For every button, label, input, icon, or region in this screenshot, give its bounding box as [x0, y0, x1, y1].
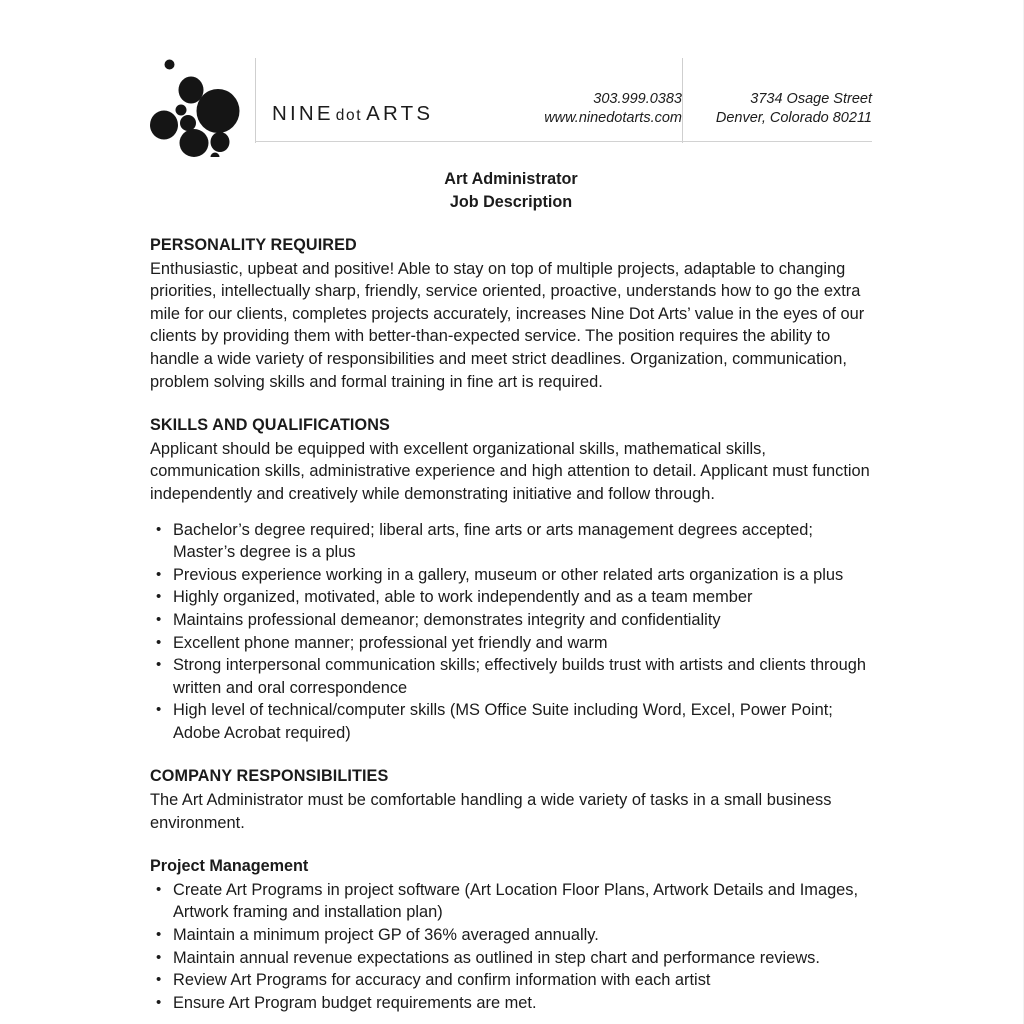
list-item: • Excellent phone manner; professional yet friendly and warm [150, 632, 872, 655]
section-heading: PERSONALITY REQUIRED [150, 236, 357, 254]
wordmark-nine: NINE [272, 102, 334, 125]
website-url: www.ninedotarts.com [544, 110, 682, 126]
wordmark-arts: ARTS [366, 102, 434, 125]
document-body [150, 168, 872, 1014]
wordmark-dot: dot [335, 107, 363, 124]
list-item: • Previous experience working in a gallery, museum or other related arts organization is a plus [150, 564, 872, 587]
section-company-responsibilities [150, 765, 872, 834]
letterhead-divider-left [255, 58, 256, 143]
nine-dot-arts-logo-icon [150, 52, 250, 157]
list-item: • High level of technical/computer skills (MS Office Suite including Word, Excel, Power Point; Adobe Acrobat required) [150, 699, 872, 744]
phone-number: 303.999.0383 [593, 91, 682, 107]
job-subtitle: Job Description [449, 192, 573, 211]
section-heading: SKILLS AND QUALIFICATIONS [150, 416, 390, 435]
list-item: • Highly organized, motivated, able to work independently and as a team member [150, 586, 872, 609]
letterhead [150, 48, 872, 144]
list-item: • Create Art Programs in project software (Art Location Floor Plans, Artwork Details and Images, Artwork framing and installation plan) [150, 879, 872, 924]
list-item: • Ensure Art Program budget requirements are met. [150, 992, 872, 1015]
contact-address [706, 90, 872, 128]
job-title: Art Administrator [444, 170, 578, 188]
list-item: • Maintain a minimum project GP of 36% averaged annually. [150, 924, 872, 947]
skills-bullet-list [150, 519, 872, 745]
subsection-heading: Project Management [150, 857, 309, 876]
list-item: • Maintain annual revenue expectations as outlined in step chart and performance reviews. [150, 947, 872, 970]
wordmark [272, 102, 433, 126]
section-paragraph: The Art Administrator must be comfortable handling a wide variety of tasks in a small business environment. [150, 791, 832, 832]
letterhead-rule [255, 141, 872, 142]
address-line-2: Denver, Colorado 80211 [715, 110, 872, 126]
section-project-management [150, 855, 872, 1014]
section-paragraph: Enthusiastic, upbeat and positive! Able to stay on top of multiple projects, adaptable to changing priorities, intellectually sharp, friendly, service oriented, proactive, understands how to go the extra mile for our clients, completes projects accurately, increases Nine Dot Arts’ value in the eyes of our clients by providing them with better-than-expected service. The position requires the ability to handle a wide variety of responsibilities and meet strict deadlines. Organization, communication, problem solving skills and formal training in fine art is required. [150, 259, 865, 391]
section-paragraph: Applicant should be equipped with excellent organizational skills, mathematical skills, communication skills, administrative experience and high attention to detail. Applicant must function independently and creatively while demonstrating initiative and follow through. [150, 439, 870, 503]
page-title [150, 168, 872, 213]
list-item: • Review Art Programs for accuracy and confirm information with each artist [150, 969, 872, 992]
section-heading: COMPANY RESPONSIBILITIES [150, 767, 389, 786]
contact-phone-web [530, 90, 682, 128]
list-item: • Strong interpersonal communication skills; effectively builds trust with artists and clients through written and oral correspondence [150, 654, 872, 699]
list-item: • Maintains professional demeanor; demonstrates integrity and confidentiality [150, 609, 872, 632]
section-skills-and-qualifications [150, 414, 872, 744]
letterhead-divider-right [682, 58, 683, 143]
list-item: • Bachelor’s degree required; liberal arts, fine arts or arts management degrees accepted; Master’s degree is a plus [150, 519, 872, 564]
section-personality-required [150, 234, 872, 393]
project-management-bullet-list [150, 879, 872, 1015]
address-line-1: 3734 Osage Street [750, 91, 872, 107]
